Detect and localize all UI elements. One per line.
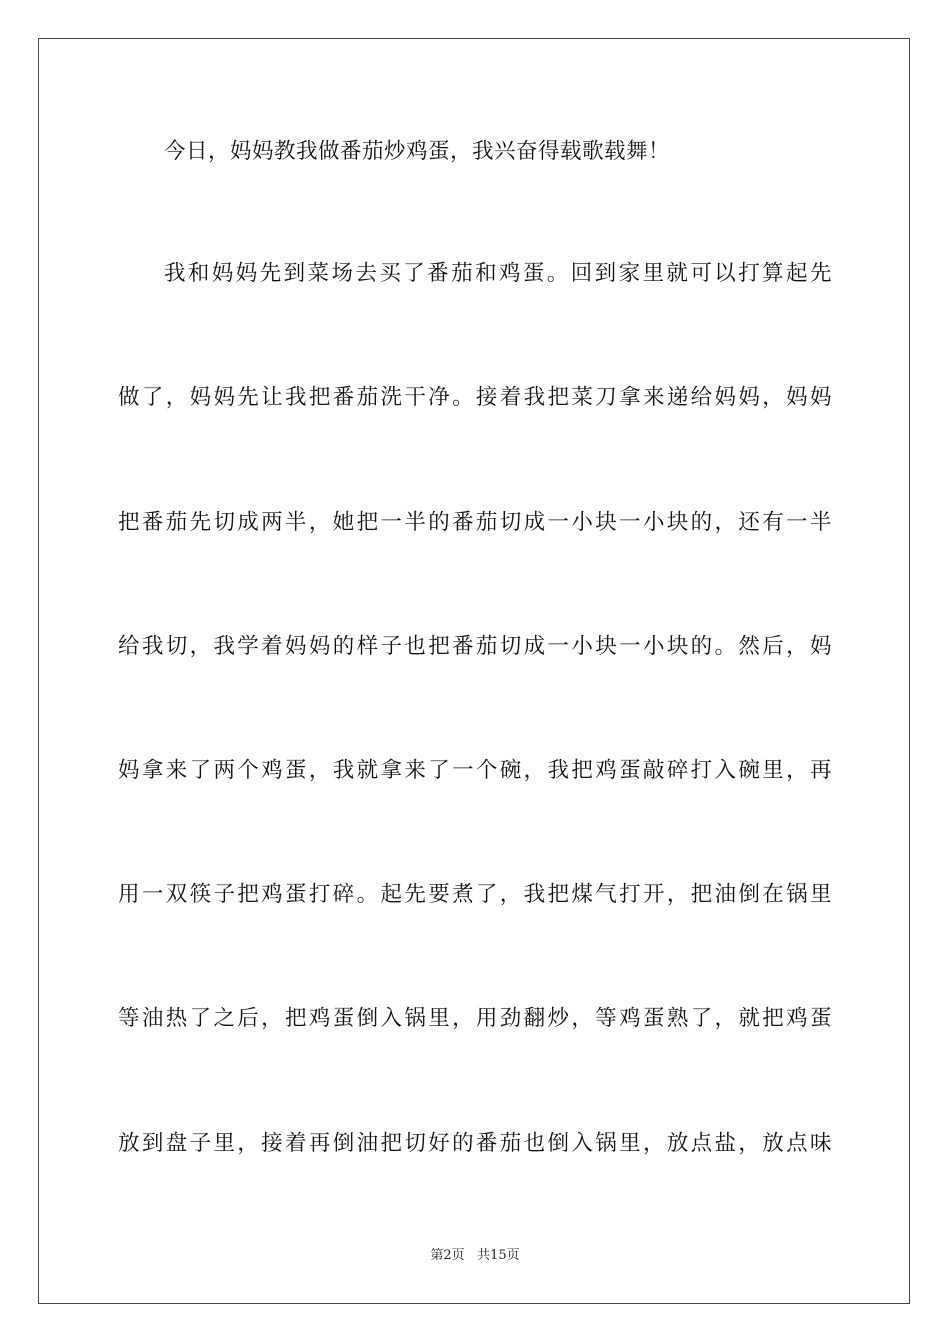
- paragraph-line-7: 用一双筷子把鸡蛋打碎。起先要煮了，我把煤气打开，把油倒在锅里: [118, 882, 832, 907]
- paragraph-line-2: 我和妈妈先到菜场去买了番茄和鸡蛋。回到家里就可以打算起先: [164, 261, 832, 286]
- paragraph-line-6: 妈拿来了两个鸡蛋，我就拿来了一个碗，我把鸡蛋敲碎打入碗里，再: [118, 758, 832, 783]
- paragraph-line-3: 做了，妈妈先让我把番茄洗干净。接着我把菜刀拿来递给妈妈，妈妈: [118, 385, 832, 410]
- paragraph-line-8: 等油热了之后，把鸡蛋倒入锅里，用劲翻炒，等鸡蛋熟了，就把鸡蛋: [118, 1006, 832, 1031]
- page-border: [38, 38, 910, 1304]
- paragraph-line-4: 把番茄先切成两半，她把一半的番茄切成一小块一小块的，还有一半: [118, 510, 832, 535]
- page-number: 第2页: [430, 1248, 465, 1263]
- paragraph-line-9: 放到盘子里，接着再倒油把切好的番茄也倒入锅里，放点盐，放点味: [118, 1131, 832, 1156]
- paragraph-line-5: 给我切，我学着妈妈的样子也把番茄切成一小块一小块的。然后，妈: [118, 634, 832, 659]
- page-footer: [0, 1247, 950, 1265]
- paragraph-line-1: 今日，妈妈教我做番茄炒鸡蛋，我兴奋得载歌载舞！: [164, 139, 671, 164]
- page-total: 共15页: [477, 1248, 520, 1263]
